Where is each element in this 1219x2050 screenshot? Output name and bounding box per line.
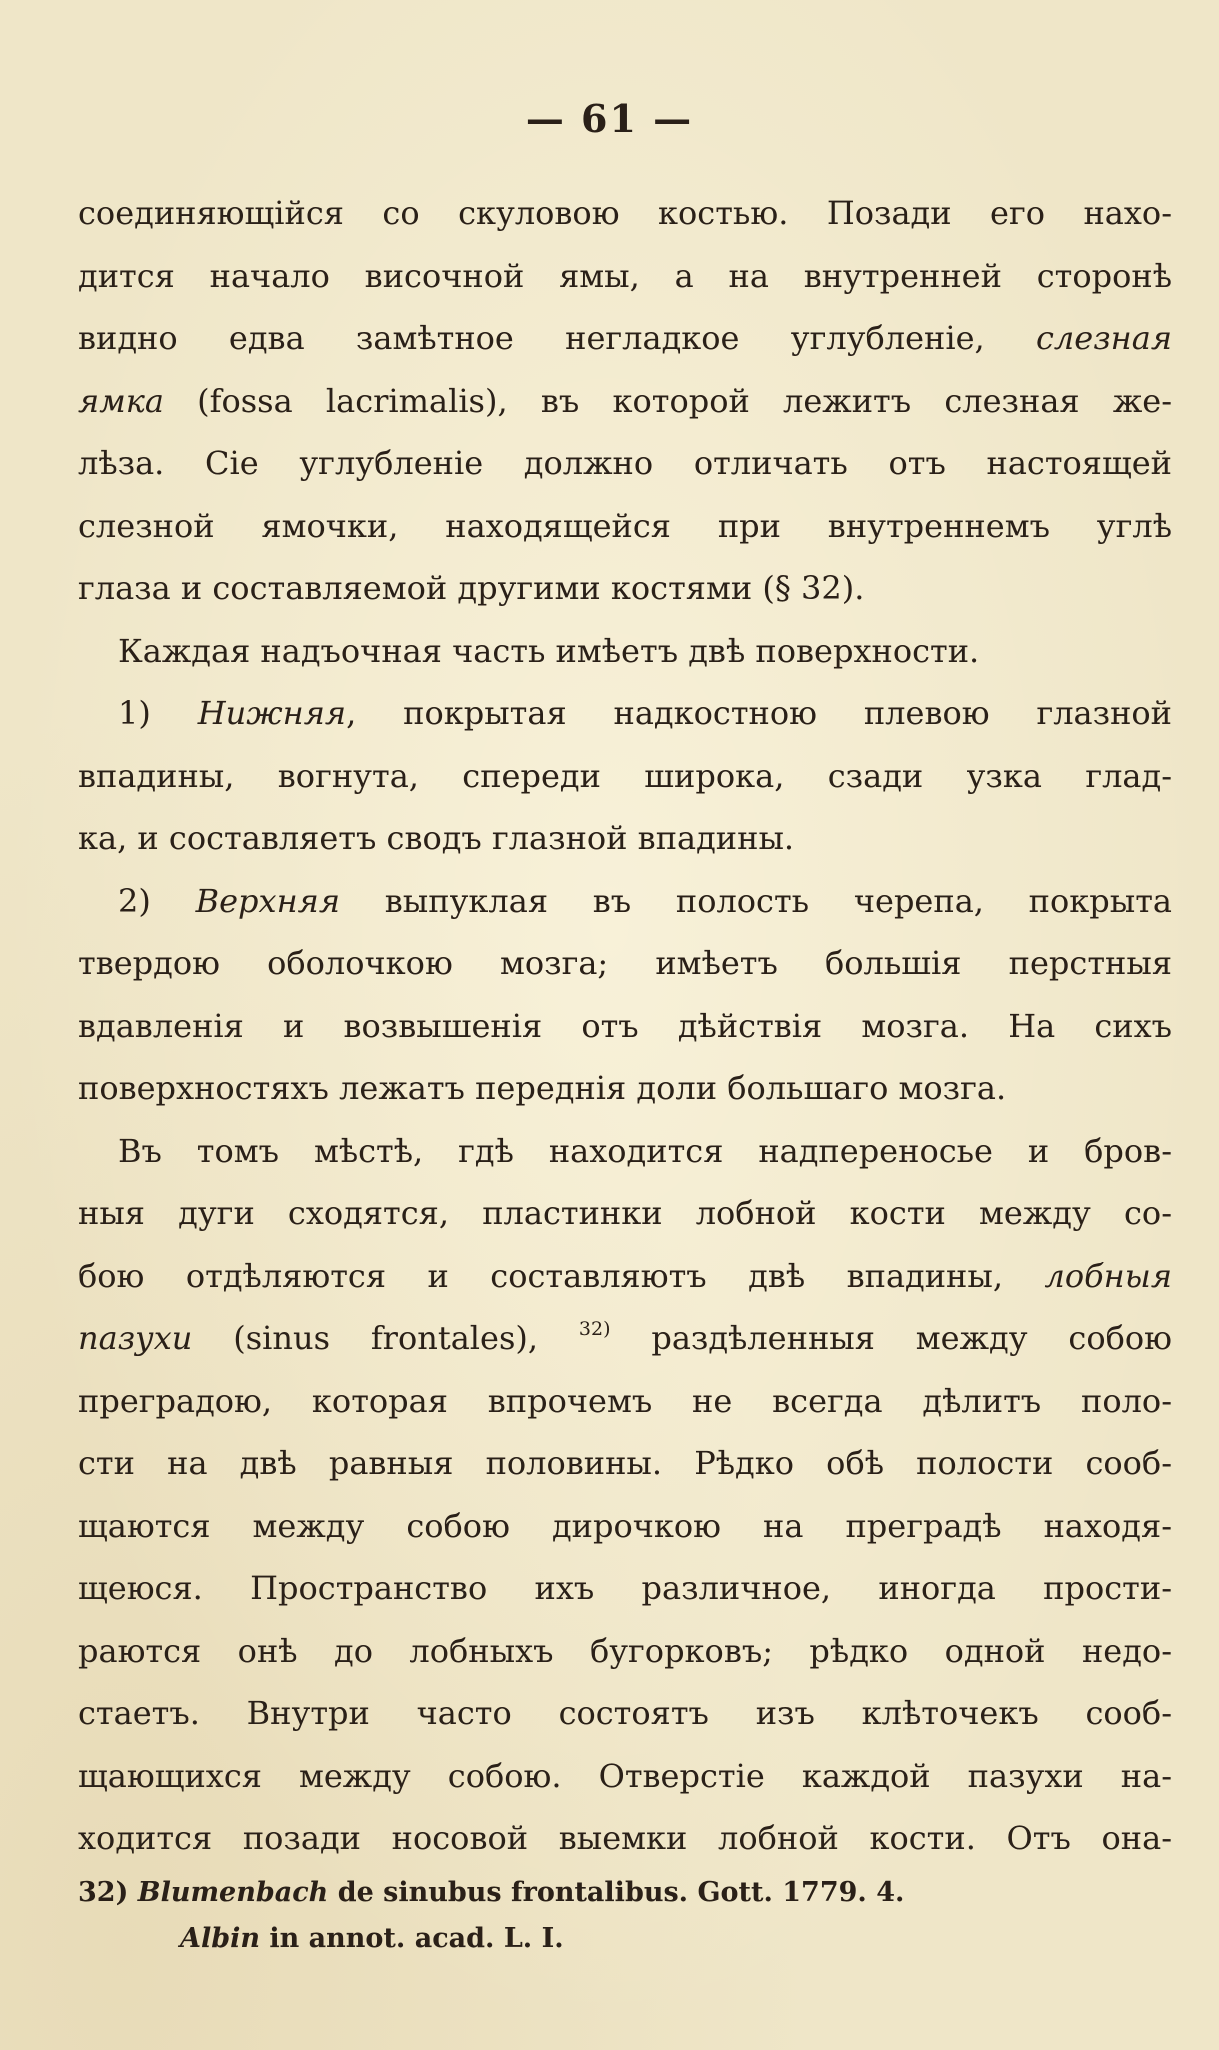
text-line: впадины, вогнута, спереди широка, сзади узка глад- bbox=[78, 756, 1172, 795]
term-italic: Нижняя bbox=[197, 694, 347, 732]
text-line: лѣза. Сіе углубленіе должно отличать отъ настоящей bbox=[78, 444, 1172, 482]
footnote-marker: 32) bbox=[78, 1877, 129, 1908]
text-line: ходится позади носовой выемки лобной кости. Отъ она- bbox=[78, 1819, 1172, 1857]
text-line: поверхностяхъ лежатъ переднія доли большаго мозга. bbox=[78, 1069, 1007, 1107]
text-line: 1) Нижняя, покрытая надкостною плевою глазной bbox=[118, 694, 1173, 732]
text-line: сти на двѣ равныя половины. Рѣдко обѣ полости сооб- bbox=[78, 1444, 1172, 1482]
text-line: преградою, которая впрочемъ не всегда дѣлитъ поло- bbox=[78, 1381, 1172, 1420]
text-line: стаетъ. Внутри часто состоятъ изъ клѣточекъ сооб- bbox=[78, 1694, 1172, 1732]
footnote-author: Albin bbox=[180, 1923, 260, 1954]
term-italic: Верхняя bbox=[195, 881, 341, 920]
text-line: дится начало височной ямы, а на внутренней сторонѣ bbox=[78, 256, 1172, 295]
text-line: глаза и составляемой другими костями (§ 32). bbox=[78, 569, 865, 607]
term-italic: слезная bbox=[1035, 319, 1172, 357]
text-line: щеюся. Пространство ихъ различное, иногда прости- bbox=[78, 1569, 1172, 1607]
page-number: — 61 — bbox=[525, 96, 694, 141]
text-line: вдавленія и возвышенія отъ дѣйствія мозга. На сихъ bbox=[78, 1006, 1172, 1045]
footnote-line: Albin in annot. acad. L. I. bbox=[180, 1923, 564, 1954]
text-line: щаются между собою дирочкою на преградѣ находя- bbox=[78, 1506, 1172, 1545]
text-line: соединяющійся со скуловою костью. Позади его нахо- bbox=[78, 194, 1172, 232]
footnote bbox=[78, 1870, 1172, 1962]
body-text bbox=[78, 182, 1172, 1870]
text-line: слезной ямочки, находящейся при внутреннемъ углѣ bbox=[78, 506, 1172, 545]
footnote-reference: 32) bbox=[578, 1318, 611, 1340]
text-line: бою отдѣляются и составляютъ двѣ впадины, лобныя bbox=[78, 1256, 1172, 1295]
text-line: ка, и составляетъ сводъ глазной впадины. bbox=[78, 819, 795, 857]
term-italic: лобныя bbox=[1044, 1256, 1172, 1295]
text-line: Каждая надъочная часть имѣетъ двѣ поверхности. bbox=[118, 631, 980, 670]
footnote-line: 32) Blumenbach de sinubus frontalibus. Gott. 1779. 4. bbox=[78, 1877, 905, 1908]
text-line: видно едва замѣтное негладкое углубленіе, слезная bbox=[78, 319, 1172, 357]
text-line: щающихся между собою. Отверстіе каждой пазухи на- bbox=[78, 1756, 1172, 1795]
text-line: 2) Верхняя выпуклая въ полость черепа, покрыта bbox=[118, 881, 1173, 920]
text-line: раются онѣ до лобныхъ бугорковъ; рѣдко одной недо- bbox=[78, 1631, 1172, 1670]
text-line: пазухи (sinus frontales), $^{32)}$ раздѣленныя между собою bbox=[78, 1318, 1172, 1357]
term-italic: ямка bbox=[78, 381, 164, 420]
text-line: ныя дуги сходятся, пластинки лобной кости между со- bbox=[78, 1194, 1172, 1232]
text-line: ямка (fossa lacrimalis), въ которой лежитъ слезная же- bbox=[78, 381, 1172, 420]
footnote-author: Blumenbach bbox=[137, 1877, 329, 1908]
text-line: Въ томъ мѣстѣ, гдѣ находится надпереносье и бров- bbox=[118, 1131, 1172, 1170]
term-italic: пазухи bbox=[78, 1319, 193, 1357]
text-line: твердою оболочкою мозга; имѣетъ большія перстныя bbox=[78, 944, 1172, 982]
